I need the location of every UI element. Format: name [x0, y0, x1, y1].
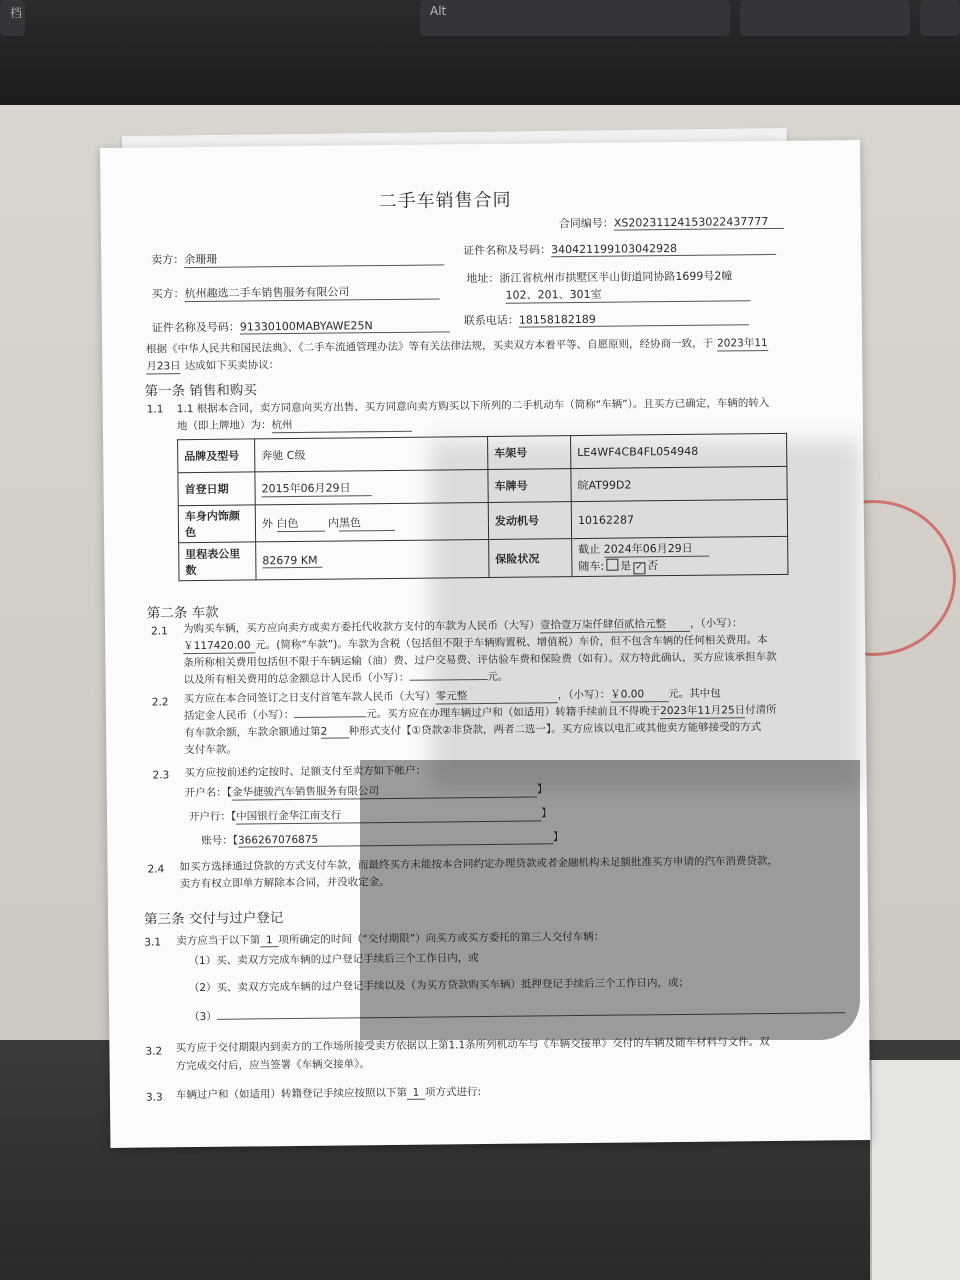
- checkbox-no-checked-icon: ✓: [633, 562, 645, 574]
- phone-value: 18158182189: [519, 311, 749, 327]
- clause-2-2-text-3b: 种形式支付【①贷款②非贷款，两者二选一】。买方应该以电汇或其他卖方能够接受的方式: [348, 721, 762, 738]
- buyer-id-row: [152, 316, 450, 335]
- engine-value: 10162287: [571, 499, 787, 538]
- clause-2-3-line-1: 买方应按前述约定按时、足额支付至卖方如下帐户：: [184, 764, 427, 780]
- engine-label: 发动机号: [488, 502, 571, 540]
- phone-label: 联系电话：: [463, 313, 519, 328]
- contract-number: [559, 213, 784, 231]
- checkbox-no-label: 否: [647, 559, 659, 573]
- clause-2-2-line-4: 支付车款。: [184, 743, 237, 757]
- vin-value: LE4WF4CB4FL054948: [571, 433, 787, 468]
- clause-3-3-text-b: 项方式进行:: [424, 1086, 482, 1099]
- keyboard-key: [920, 0, 960, 38]
- mileage-label: 里程表公里数: [179, 542, 256, 581]
- clause-2-2-text-c: 元。其中包: [668, 687, 721, 701]
- keyboard: [0, 0, 960, 111]
- brand-label: 品牌及型号: [178, 439, 255, 473]
- key-label: Alt: [430, 4, 447, 18]
- insurance-follow-label: 随车:: [578, 559, 605, 574]
- section-1-title: 第一条 销售和购买: [144, 382, 257, 400]
- clause-1-1-line-1: 1.1 根据本合同，卖方同意向买方出售、买方同意向卖方购买以下所列的二手机动车（简称“车辆”）。且买方已确定，车辆的转入: [176, 397, 770, 416]
- first-payment-upper: 零元整: [436, 687, 558, 704]
- section-3-title: 第三条 交付与过户登记: [143, 910, 284, 928]
- clause-2-1-text-4b: 元。: [487, 670, 509, 683]
- clause-1-1-line-2: [177, 416, 412, 434]
- mileage-value: 82679 KM: [262, 553, 322, 568]
- bracket-close: 】: [541, 807, 552, 820]
- clause-2-1-line-3: 条所称相关费用包括但不限于车辆运输（油）费、过户交易费、评估验车费和保险费（如有）。双方特此确认，买方应该承担车款: [183, 650, 777, 670]
- insurance-until-value: 2024年06月29日: [604, 540, 709, 558]
- insurance-until-label: 截止: [578, 542, 601, 557]
- account-bank-value: 中国银行金华江南支行: [236, 805, 541, 824]
- vin-label: 车架号: [488, 436, 571, 470]
- buyer-label: 买方：: [151, 287, 185, 301]
- clause-3-1-text: 卖方应当于以下第: [176, 934, 261, 948]
- address-label: 地址：: [466, 271, 500, 286]
- seller-id-value: 340421199103042928: [551, 241, 776, 257]
- option-3-label: （3）: [189, 1010, 217, 1024]
- buyer-id-label: 证件名称及号码：: [151, 320, 240, 335]
- price-upper: 壹拾壹万柒仟肆佰贰拾元整: [540, 616, 690, 634]
- keyboard-key: [420, 0, 730, 38]
- preamble-line-1: [146, 335, 768, 358]
- phone-shadow-soft: [430, 440, 860, 790]
- clause-3-3-text: 车辆过户和（如适用）转籍登记手续应按照以下第: [175, 1086, 407, 1102]
- clause-3-1-text-b: 项所确定的时间（“交付期限”）向买方或买方委托的第三人交付车辆：: [278, 930, 605, 947]
- checkbox-yes-label: 是: [620, 559, 632, 573]
- account-name-value: 金华捷骏汽车销售服务有限公司: [232, 781, 537, 800]
- seller-row: [151, 248, 444, 268]
- transfer-option: 1: [407, 1087, 425, 1100]
- clause-2-4-line-2: 卖方有权立即单方解除本合同，并没收定金。: [179, 876, 390, 891]
- reg-date-label: 首登日期: [178, 472, 255, 506]
- clause-3-1-num: 3.1: [144, 936, 162, 949]
- outer-color-label: 外: [261, 516, 274, 530]
- clause-2-2-text-b: ，（小写）：: [557, 688, 611, 702]
- seller-id-row: [463, 239, 776, 258]
- clause-2-2-text-2b: 元。买方应在办理车辆过户和（如适用）转籍手续前且不得晚于: [366, 705, 661, 721]
- brand-value: 奔驰 C级: [255, 436, 488, 471]
- clause-2-1-text: 为购买车辆，买方应向卖方或卖方委托代收款方支付的车款为人民币（大写）: [182, 619, 541, 636]
- preamble-text: 根据《中华人民共和国民法典》、《二手车流通管理办法》等有关法律法规，买卖双方本着平等、自愿原则，经协商一致，于: [146, 337, 714, 356]
- address-row: [466, 267, 732, 286]
- clause-3-3-num: 3.3: [145, 1091, 163, 1104]
- clause-2-4-num: 2.4: [147, 863, 165, 876]
- account-number-label: 账号：【: [201, 834, 239, 847]
- preamble-text-2: 达成如下买卖协议：: [184, 359, 280, 373]
- phone-row: [464, 309, 749, 328]
- clause-3-2-line-2: 方完成交付后，应当签署《车辆交接单》。: [175, 1058, 370, 1073]
- clause-2-2-text: 买方应在本合同签订之日支付首笔车款人民币（大写）: [183, 690, 436, 706]
- clause-3-2-line-1: 买方应于交付期限内到卖方的工作场所接受卖方依据以上第1.1条所列机动车与《车辆交接单》交付的车辆及随车材料与文件。双: [175, 1036, 770, 1055]
- buyer-value: 杭州趣选二手车销售服务有限公司: [184, 282, 439, 302]
- preamble-date: 2023年11: [717, 337, 768, 350]
- address-line-1: 浙江省杭州市拱墅区半山街道同协路1699号2幢: [499, 269, 733, 285]
- key-label: 档: [10, 6, 23, 20]
- price-lower: ￥117420.00: [183, 637, 255, 654]
- section-2-title: 第二条 车款: [146, 604, 219, 622]
- delivery-option: 1: [260, 934, 278, 947]
- insurance-label: 保险状况: [489, 539, 572, 578]
- payment-deadline: 2023年11月25日: [660, 704, 746, 718]
- clause-2-1-text-b: ，（小写）：: [689, 617, 743, 630]
- account-bank-label: 开户行：【: [188, 810, 237, 824]
- clause-2-4-line-1: 如买方选择通过贷款的方式支付车款，而最终买方未能按本合同约定办理贷款或者金融机构未足额批准买方申请的汽车消费贷款，: [179, 854, 779, 874]
- color-label: 车身内饰颜色: [178, 505, 255, 543]
- clause-2-1-num: 2.1: [151, 625, 168, 638]
- clause-2-1-text-4: 以及所有相关费用的总金额总计人民币（小写）：: [183, 671, 410, 687]
- keyboard-key: [740, 0, 910, 38]
- clause-2-2-text-2: 括定金人民币（小写）：: [183, 708, 295, 723]
- bracket-close: 】: [552, 831, 564, 844]
- account-name-label: 开户名：【: [184, 786, 233, 800]
- plate-label: 车牌号: [488, 469, 571, 503]
- paper-tray: [870, 1060, 960, 1280]
- contract-number-label: 合同编号：: [558, 216, 614, 231]
- preamble-line-2: [146, 357, 279, 374]
- clause-2-3-num: 2.3: [152, 769, 170, 782]
- first-payment-lower: ￥0.00: [610, 686, 668, 703]
- transfer-city: 杭州: [271, 416, 411, 433]
- deposit-blank: [294, 716, 366, 718]
- clause-2-2-text-2c: 付清所: [745, 703, 777, 717]
- clause-3-2-num: 3.2: [145, 1045, 163, 1058]
- bracket-close: 】: [536, 783, 548, 796]
- clause-2-2-num: 2.2: [151, 696, 169, 709]
- clause-3-3-line-1: [176, 1084, 481, 1102]
- clause-3-1-option-2: （2）买、卖双方完成车辆的过户登记手续以及（为买方贷款购买车辆）抵押登记手续后三个工作日内，或；: [188, 976, 690, 995]
- payment-method: 2: [321, 725, 349, 738]
- inner-color-label: 内: [327, 516, 340, 530]
- address-line-2: 102、201、301室: [505, 284, 750, 304]
- document-title: 二手车销售合同: [378, 189, 512, 213]
- plate-value: 皖AT99D2: [571, 466, 787, 501]
- keyboard-key: [0, 0, 25, 38]
- clause-2-1-text-2: 元。(简称“车款”)。车款为含税（包括但不限于车辆购置税、增值税）车价，但不包含车辆的任何相关费用。本: [255, 634, 768, 652]
- preamble-date-2: 月23日: [146, 360, 181, 373]
- buyer-id-value: 91330100MABYAWE25N: [240, 318, 450, 334]
- clause-1-1-text: 地（即上牌地）为：: [176, 419, 272, 433]
- account-number-value: 366267076875: [238, 831, 553, 847]
- reg-date-value: 2015年06月29日: [261, 479, 371, 497]
- clause-1-1-num: 1.1: [146, 403, 164, 416]
- seller-label: 卖方：: [151, 253, 185, 267]
- clause-3-1-option-1: （1）买、卖双方完成车辆的过户登记手续后三个工作日内，或: [188, 952, 479, 968]
- seller-id-label: 证件名称及号码：: [463, 243, 552, 258]
- inner-color-value: 黑色: [339, 513, 395, 531]
- outer-color-value: 白色: [276, 514, 324, 532]
- contract-number-value: XS20231124153022437777: [614, 215, 784, 231]
- buyer-row: [151, 282, 439, 302]
- phone-shadow: [360, 760, 860, 1040]
- seller-value: 余珊珊: [184, 248, 444, 268]
- address-line-2-wrap: [505, 284, 750, 304]
- clause-2-2-text-3: 有车款余额，车款余额通过第: [184, 725, 321, 740]
